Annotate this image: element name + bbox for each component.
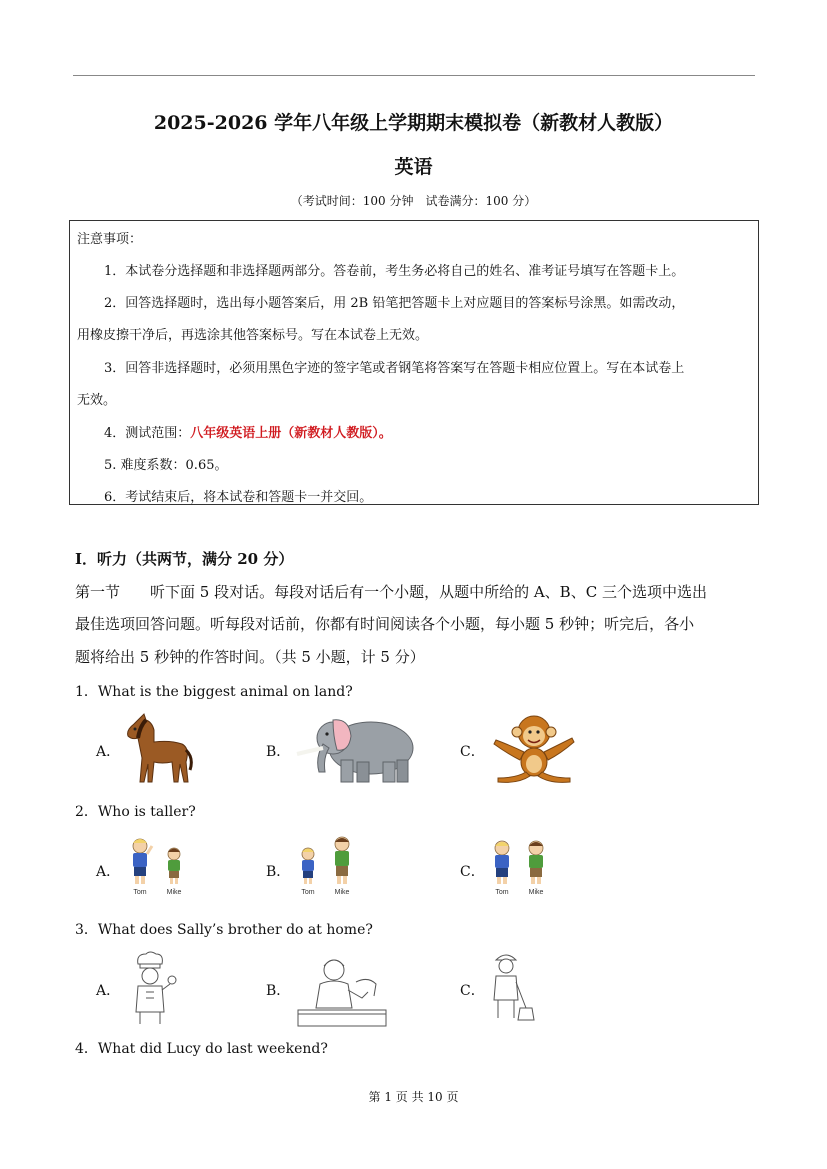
q2-option-c-label: C． [460, 864, 485, 880]
notice-item-2b: 用橡皮擦干净后，再选涂其他答案标号。写在本试卷上无效。 [77, 328, 429, 343]
q3-option-c-label: C． [460, 983, 485, 999]
tom-name: Tom [301, 889, 315, 896]
notice-item-4-suffix: 。 [378, 426, 392, 441]
section-para-2: 最佳选项回答问题。听每段对话前，你都有时间阅读各个小题，每小题 5 秒钟；听完后，各小 [75, 615, 695, 633]
question-4: 4．What did Lucy do last weekend? [75, 1041, 328, 1057]
q1-option-a-label: A． [96, 744, 121, 760]
tom-figure [495, 841, 509, 884]
exam-meta: （考试时间：100 分钟 试卷满分：100 分） [290, 194, 537, 208]
mike-name: Mike [166, 889, 182, 896]
q2-option-a-picture [124, 834, 190, 898]
horse-picture [122, 712, 194, 786]
q1-option-b-label: B． [266, 744, 291, 760]
cook-picture [126, 950, 180, 1026]
sweeping-floor-picture [486, 950, 536, 1022]
subject-title: 英语 [394, 156, 433, 178]
q2-option-c-picture [488, 834, 554, 898]
question-2: 2．Who is taller? [75, 804, 196, 820]
q3-option-a-label: A． [96, 983, 121, 999]
section-para-1: 第一节 听下面 5 段对话。每段对话后有一个小题，从题中所给的 A、B、C 三个选项中选出 [75, 583, 707, 601]
q2-option-b-label: B． [266, 864, 291, 880]
washing-dishes-picture [296, 952, 388, 1028]
q3-option-b-label: B． [266, 983, 291, 999]
mike-figure [529, 841, 543, 884]
question-1: 1．What is the biggest animal on land? [75, 684, 353, 700]
notice-item-6: 6．考试结束后，将本试卷和答题卡一并交回。 [104, 490, 373, 505]
mike-name: Mike [334, 889, 350, 896]
monkey-picture [490, 712, 578, 786]
tom-name: Tom [495, 889, 509, 896]
section-para-3: 题将给出 5 秒钟的作答时间。（共 5 小题，计 5 分） [75, 648, 425, 666]
notice-item-2a: 2．回答选择题时，选出每小题答案后，用 2B 铅笔把答题卡上对应题目的答案标号涂黑。如需改动， [104, 296, 685, 311]
top-rule [73, 75, 755, 76]
tom-name: Tom [133, 889, 147, 896]
notice-box [69, 220, 759, 505]
exam-title: 2025-2026 学年八年级上学期期末模拟卷（新教材人教版） [153, 112, 674, 134]
question-3: 3．What does Sally’s brother do at home? [75, 922, 373, 938]
notice-item-4-prefix: 4．测试范围： [104, 426, 191, 441]
mike-name: Mike [528, 889, 544, 896]
q1-option-c-label: C． [460, 744, 485, 760]
mike-figure [335, 837, 349, 884]
notice-heading: 注意事项： [77, 232, 143, 247]
q2-option-a-label: A． [96, 864, 121, 880]
elephant-picture [293, 712, 419, 786]
test-range: 八年级英语上册（新教材人教版） [190, 426, 379, 441]
section-title: I．听力（共两节，满分 20 分） [75, 550, 294, 568]
q2-option-b-picture [294, 834, 360, 898]
tom-figure [302, 848, 314, 884]
tom-figure [133, 839, 152, 884]
notice-item-4 [104, 422, 392, 441]
mike-figure [168, 848, 180, 884]
notice-item-3b: 无效。 [77, 393, 117, 408]
notice-item-5: 5. 难度系数：0.65。 [104, 458, 228, 473]
notice-item-1: 1．本试卷分选择题和非选择题两部分。答卷前，考生务必将自己的姓名、准考证号填写在答题卡上。 [104, 264, 685, 279]
notice-item-3a: 3．回答非选择题时，必须用黑色字迹的签字笔或者钢笔将答案写在答题卡相应位置上。写在本试卷上 [104, 361, 685, 376]
page-footer: 第 1 页 共 10 页 [368, 1090, 459, 1104]
